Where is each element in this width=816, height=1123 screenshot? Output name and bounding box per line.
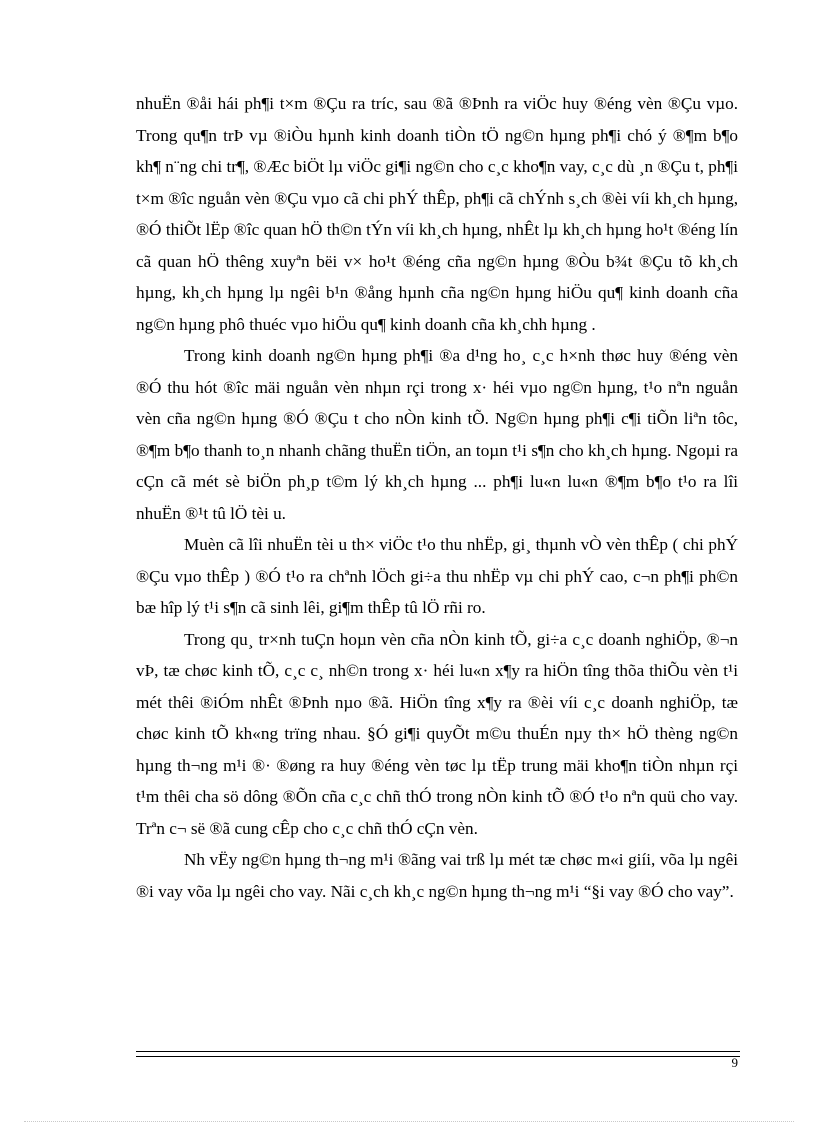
footer-double-rule [136, 1051, 740, 1057]
page-number: 9 [731, 1055, 738, 1070]
paragraph-4: Trong qu¸ tr×nh tuÇn hoµn vèn cña nÒn kinh tÕ, gi÷a c¸c doanh nghiÖp, ®¬n vÞ, tæ chøc kinh tÕ, c¸c c¸ nh©n trong x· héi lu«n x¶y ra hiÖn tîng thõa thiÕu vèn t¹i mét thêi ®iÓm nhÊt ®Þnh nµo ®ã. HiÖn tîng x¶y ra ®èi víi c¸c doanh nghiÖp, tæ chøc kinh tÕ kh«ng trïng nhau. §Ó gi¶i quyÕt m©u thuÉn nµy th× hÖ thèng ng©n hµng th¬ng m¹i ®· ®øng ra huy ®éng vèn tøc lµ tËp trung mäi kho¶n tiÒn nhµn rçi t¹m thêi cha sö dông ®Õn cña c¸c chñ thÓ trong nÒn kinh tÕ ®Ó t¹o nªn quü cho vay. Trªn c¬ së ®ã cung cÊp cho c¸c chñ thÓ cÇn vèn. [136, 629, 738, 838]
paragraph-3: Muèn cã lîi nhuËn tèi u th× viÖc t¹o thu nhËp, gi¸ thµnh vÒ vèn thÊp ( chi phÝ ®Çu vµo thÊp ) ®Ó t¹o ra chªnh lÖch gi÷a thu nhËp vµ chi phÝ cao, c¬n ph¶i ph©n bæ hîp lý t¹i s¶n cã sinh lêi, gi¶m thÊp tû lÖ rñi ro. [136, 535, 738, 617]
paragraph-2: Trong kinh doanh ng©n hµng ph¶i ®a d¹ng ho¸ c¸c h×nh thøc huy ®éng vèn ®Ó thu hót ®îc mäi nguån vèn nhµn rçi trong x· héi vµo ng©n hµng, t¹o nªn nguån vèn cña ng©n hµng ®Ó ®Çu t cho nÒn kinh tÕ. Ng©n hµng ph¶i c¶i tiÕn liªn tôc, ®¶m b¶o thanh to¸n nhanh chãng thuËn tiÖn, an toµn t¹i s¶n cho kh¸ch hµng. Ngoµi ra cÇn cã mét sè biÖn ph¸p t©m lý kh¸ch hµng ... ph¶i lu«n lu«n ®¶m b¶o t¹o ra lîi nhuËn ®¹t tû lÖ tèi u. [136, 346, 738, 523]
body-text [136, 88, 738, 907]
paragraph-5: Nh vËy ng©n hµng th¬ng m¹i ®ãng vai trß lµ mét tæ chøc m«i giíi, võa lµ ngêi ®i vay võa lµ ngêi cho vay. Nãi c¸ch kh¸c ng©n hµng th¬ng m¹i “§i vay ®Ó cho vay”. [136, 850, 738, 901]
paragraph-1: nhuËn ®åi hái ph¶i t×m ®Çu ra tríc, sau ®ã ®Þnh ra viÖc huy ®éng vèn ®Çu vµo. Trong qu¶n trÞ vµ ®iÒu hµnh kinh doanh tiÒn tÖ ng©n hµng ph¶i chó ý ®¶m b¶o kh¶ n¨ng chi tr¶, ®Æc biÖt lµ viÖc gi¶i ng©n cho c¸c kho¶n vay, c¸c dù ¸n ®Çu t, ph¶i t×m ®îc nguån vèn ®Çu vµo cã chi phÝ thÊp, ph¶i cã chÝnh s¸ch ®èi víi kh¸ch hµng, ®Ó thiÕt lËp ®îc quan hÖ th©n tÝn víi kh¸ch hµng, nhÊt lµ kh¸ch hµng ho¹t ®éng lín cã quan hÖ thêng xuyªn bëi v× ho¹t ®éng cña ng©n hµng ®Òu b¾t ®Çu tõ kh¸ch hµng, kh¸ch hµng lµ ngêi b¹n ®ång hµnh cña ng©n hµng hiÖu qu¶ kinh doanh cña ng©n hµng phô thuéc vµo hiÖu qu¶ kinh doanh cña kh¸chh hµng . [136, 94, 738, 334]
page-bottom-dotted-border [24, 1121, 794, 1122]
